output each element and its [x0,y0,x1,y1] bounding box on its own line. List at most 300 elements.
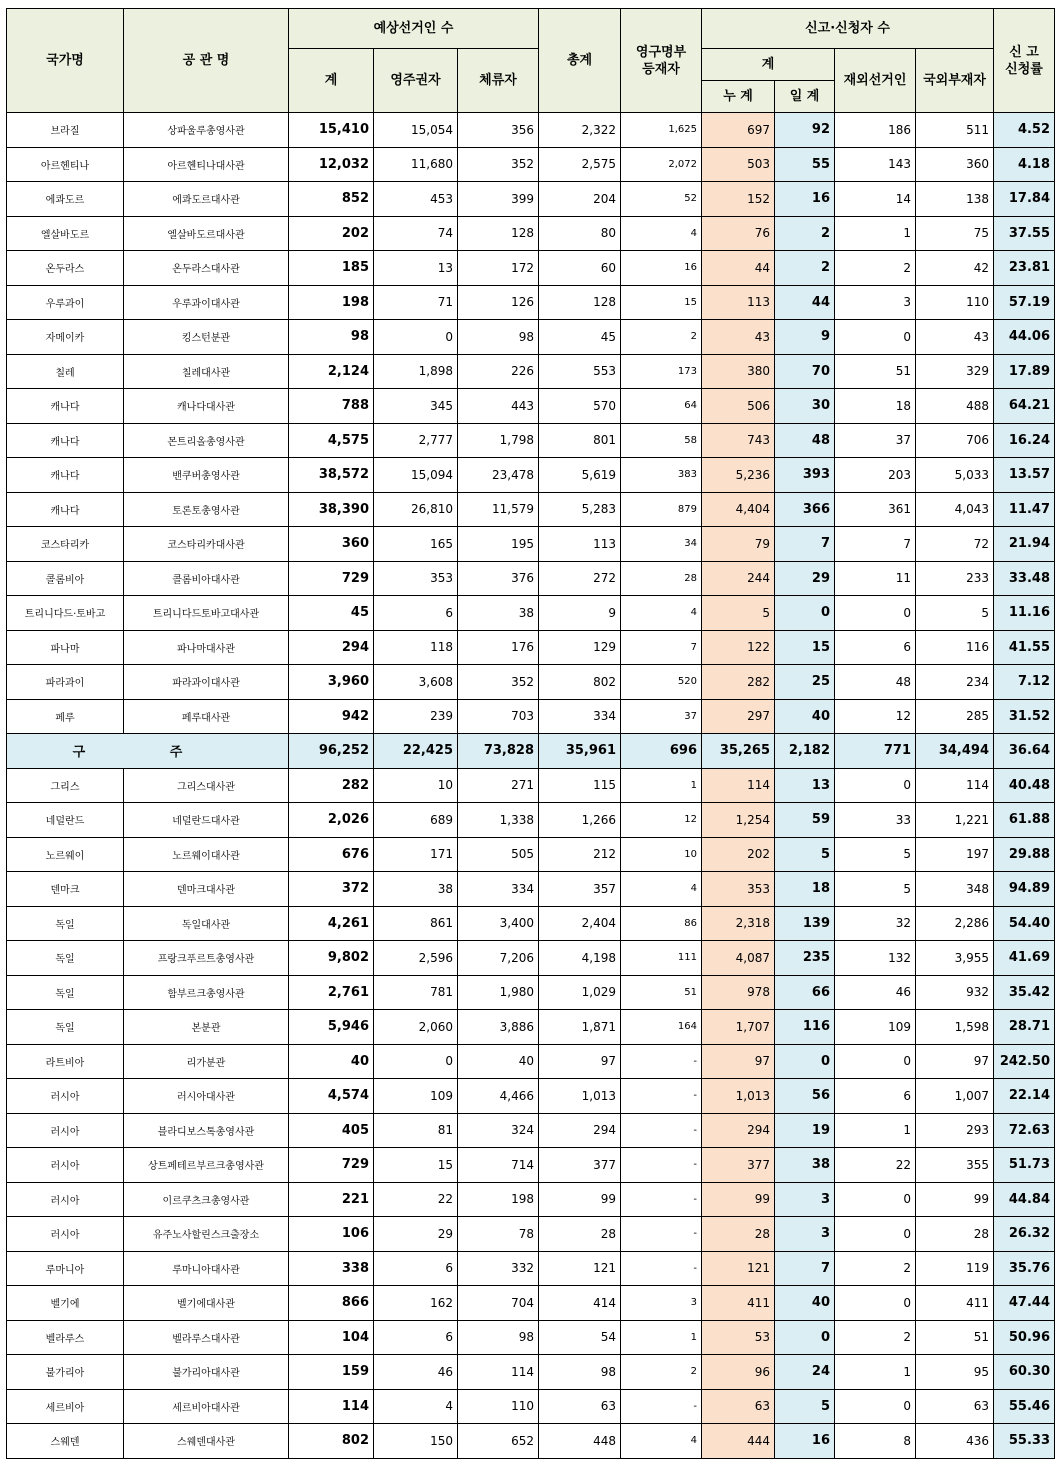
cell-abroad-voter: 51 [835,354,916,389]
cell-expected-perm: 239 [374,699,458,734]
cell-perm-registry: 15 [621,285,702,320]
cell-mission: 코스타리카대사관 [124,527,289,562]
cell-cumulative: 1,254 [702,803,775,838]
cell-daily: 19 [775,1113,835,1148]
cell-cumulative: 79 [702,527,775,562]
cell-absentee: 436 [916,1424,994,1459]
cell-expected-total: 96,252 [289,734,374,769]
cell-abroad-voter: 18 [835,389,916,424]
cell-expected-perm: 1,898 [374,354,458,389]
cell-absentee: 72 [916,527,994,562]
cell-daily: 59 [775,803,835,838]
cell-abroad-voter: 2 [835,1320,916,1355]
cell-abroad-voter: 22 [835,1148,916,1183]
cell-perm-registry: - [621,1217,702,1252]
cell-expected-stay: 176 [458,630,539,665]
cell-country: 그리스 [7,768,124,803]
cell-cumulative: 122 [702,630,775,665]
cell-abroad-voter: 37 [835,423,916,458]
cell-daily: 366 [775,492,835,527]
cell-perm-registry: 12 [621,803,702,838]
cell-country: 독일 [7,975,124,1010]
cell-country: 트리니다드·토바고 [7,596,124,631]
cell-cumulative: 43 [702,320,775,355]
cell-expected-perm: 71 [374,285,458,320]
cell-mission: 유주노사할린스크출장소 [124,1217,289,1252]
header-country: 국가명 [7,9,124,113]
cell-abroad-voter: 143 [835,147,916,182]
cell-cumulative: 294 [702,1113,775,1148]
cell-rate: 242.50 [994,1044,1055,1079]
cell-absentee: 99 [916,1182,994,1217]
cell-absentee: 511 [916,113,994,148]
cell-perm-registry: 4 [621,1424,702,1459]
cell-perm-registry: 1,625 [621,113,702,148]
table-row [7,768,1055,803]
cell-perm-registry: 52 [621,182,702,217]
cell-total: 129 [539,630,621,665]
cell-cumulative: 202 [702,837,775,872]
cell-expected-stay: 3,400 [458,906,539,941]
cell-rate: 60.30 [994,1355,1055,1390]
cell-perm-registry: - [621,1389,702,1424]
cell-mission: 상파울루총영사관 [124,113,289,148]
cell-expected-stay: 4,466 [458,1079,539,1114]
cell-abroad-voter: 109 [835,1010,916,1045]
cell-perm-registry: - [621,1113,702,1148]
cell-cumulative: 4,087 [702,941,775,976]
cell-expected-perm: 0 [374,320,458,355]
cell-mission: 엘살바도르대사관 [124,216,289,251]
cell-rate: 29.88 [994,837,1055,872]
cell-total: 1,029 [539,975,621,1010]
cell-expected-stay: 271 [458,768,539,803]
cell-mission: 벨기에대사관 [124,1286,289,1321]
cell-expected-total: 802 [289,1424,374,1459]
cell-country: 스웨덴 [7,1424,124,1459]
cell-perm-registry: - [621,1044,702,1079]
cell-perm-registry: 7 [621,630,702,665]
cell-rate: 94.89 [994,872,1055,907]
cell-total: 97 [539,1044,621,1079]
cell-daily: 7 [775,1251,835,1286]
cell-rate: 4.52 [994,113,1055,148]
cell-expected-total: 405 [289,1113,374,1148]
header-expected-voters: 예상선거인 수 [289,9,539,49]
table-row [7,665,1055,700]
cell-country: 칠레 [7,354,124,389]
cell-daily: 30 [775,389,835,424]
table-row [7,630,1055,665]
cell-rate: 72.63 [994,1113,1055,1148]
cell-mission: 밴쿠버총영사관 [124,458,289,493]
cell-country: 아르헨티나 [7,147,124,182]
header-rate: 신 고 신청률 [994,9,1055,113]
cell-total: 5,283 [539,492,621,527]
cell-absentee: 63 [916,1389,994,1424]
cell-total: 2,322 [539,113,621,148]
cell-total: 99 [539,1182,621,1217]
cell-cumulative: 1,707 [702,1010,775,1045]
cell-cumulative: 4,404 [702,492,775,527]
cell-total: 294 [539,1113,621,1148]
cell-cumulative: 978 [702,975,775,1010]
cell-mission: 에콰도르대사관 [124,182,289,217]
cell-perm-registry: - [621,1079,702,1114]
table-row [7,1182,1055,1217]
cell-daily: 9 [775,320,835,355]
cell-expected-stay: 352 [458,147,539,182]
table-row [7,1079,1055,1114]
table-row [7,1148,1055,1183]
cell-cumulative: 35,265 [702,734,775,769]
cell-perm-registry: 4 [621,216,702,251]
cell-absentee: 4,043 [916,492,994,527]
cell-daily: 15 [775,630,835,665]
cell-country: 온두라스 [7,251,124,286]
cell-cumulative: 97 [702,1044,775,1079]
cell-perm-registry: 10 [621,837,702,872]
cell-perm-registry: 86 [621,906,702,941]
cell-expected-stay: 226 [458,354,539,389]
header-expected-stay: 체류자 [458,49,539,113]
table-row [7,182,1055,217]
header-expected-perm: 영주권자 [374,49,458,113]
cell-rate: 51.73 [994,1148,1055,1183]
cell-country: 독일 [7,1010,124,1045]
cell-total: 570 [539,389,621,424]
cell-total: 1,266 [539,803,621,838]
cell-total: 98 [539,1355,621,1390]
header-expected-total: 계 [289,49,374,113]
cell-expected-total: 2,124 [289,354,374,389]
cell-country: 러시아 [7,1113,124,1148]
cell-abroad-voter: 46 [835,975,916,1010]
cell-country: 루마니아 [7,1251,124,1286]
cell-abroad-voter: 11 [835,561,916,596]
cell-expected-total: 294 [289,630,374,665]
cell-abroad-voter: 33 [835,803,916,838]
cell-absentee: 197 [916,837,994,872]
cell-mission: 상트페테르부르크총영사관 [124,1148,289,1183]
cell-rate: 33.48 [994,561,1055,596]
cell-expected-total: 45 [289,596,374,631]
cell-absentee: 5 [916,596,994,631]
table-row [7,1113,1055,1148]
header-reported-subtotal: 계 [702,49,835,81]
cell-mission: 트리니다드토바고대사관 [124,596,289,631]
cell-rate: 35.76 [994,1251,1055,1286]
cell-expected-total: 159 [289,1355,374,1390]
cell-expected-total: 360 [289,527,374,562]
cell-total: 115 [539,768,621,803]
cell-expected-perm: 2,596 [374,941,458,976]
cell-perm-registry: 2 [621,1355,702,1390]
cell-expected-total: 852 [289,182,374,217]
cell-rate: 16.24 [994,423,1055,458]
table-row [7,1010,1055,1045]
cell-perm-registry: - [621,1251,702,1286]
cell-expected-stay: 78 [458,1217,539,1252]
cell-perm-registry: 696 [621,734,702,769]
cell-perm-registry: - [621,1182,702,1217]
cell-expected-total: 729 [289,561,374,596]
header-mission: 공 관 명 [124,9,289,113]
cell-absentee: 488 [916,389,994,424]
cell-country: 캐나다 [7,389,124,424]
cell-daily: 40 [775,699,835,734]
cell-expected-stay: 198 [458,1182,539,1217]
cell-total: 63 [539,1389,621,1424]
cell-perm-registry: 16 [621,251,702,286]
cell-daily: 48 [775,423,835,458]
table-row [7,699,1055,734]
cell-daily: 24 [775,1355,835,1390]
cell-cumulative: 297 [702,699,775,734]
cell-expected-total: 221 [289,1182,374,1217]
cell-expected-total: 38,572 [289,458,374,493]
cell-cumulative: 113 [702,285,775,320]
cell-mission: 콜롬비아대사관 [124,561,289,596]
subtotal-row [7,734,1055,769]
cell-cumulative: 1,013 [702,1079,775,1114]
cell-expected-perm: 46 [374,1355,458,1390]
cell-cumulative: 114 [702,768,775,803]
cell-absentee: 75 [916,216,994,251]
cell-perm-registry: 2 [621,320,702,355]
table-header [7,9,1055,113]
header-daily: 일 계 [775,81,835,113]
cell-total: 5,619 [539,458,621,493]
cell-rate: 13.57 [994,458,1055,493]
table-row [7,837,1055,872]
cell-expected-total: 866 [289,1286,374,1321]
cell-absentee: 114 [916,768,994,803]
cell-daily: 44 [775,285,835,320]
cell-country: 우루과이 [7,285,124,320]
cell-mission: 불가리아대사관 [124,1355,289,1390]
cell-absentee: 51 [916,1320,994,1355]
cell-cumulative: 5,236 [702,458,775,493]
cell-abroad-voter: 1 [835,216,916,251]
cell-mission: 본분관 [124,1010,289,1045]
cell-absentee: 360 [916,147,994,182]
cell-cumulative: 411 [702,1286,775,1321]
cell-abroad-voter: 5 [835,872,916,907]
cell-expected-perm: 29 [374,1217,458,1252]
cell-country: 세르비아 [7,1389,124,1424]
cell-perm-registry: 4 [621,596,702,631]
cell-daily: 3 [775,1217,835,1252]
cell-perm-registry: 37 [621,699,702,734]
cell-cumulative: 380 [702,354,775,389]
cell-expected-perm: 22,425 [374,734,458,769]
cell-daily: 92 [775,113,835,148]
header-reported: 신고·신청자 수 [702,9,994,49]
cell-perm-registry: 4 [621,872,702,907]
cell-expected-total: 4,261 [289,906,374,941]
table-row [7,285,1055,320]
cell-rate: 57.19 [994,285,1055,320]
cell-country: 불가리아 [7,1355,124,1390]
cell-abroad-voter: 0 [835,1044,916,1079]
cell-perm-registry: 64 [621,389,702,424]
cell-rate: 4.18 [994,147,1055,182]
cell-total: 60 [539,251,621,286]
cell-expected-stay: 172 [458,251,539,286]
table-row [7,1355,1055,1390]
cell-daily: 2 [775,251,835,286]
cell-total: 334 [539,699,621,734]
cell-abroad-voter: 5 [835,837,916,872]
cell-rate: 7.12 [994,665,1055,700]
cell-expected-stay: 714 [458,1148,539,1183]
cell-mission: 러시아대사관 [124,1079,289,1114]
cell-perm-registry: 1 [621,1320,702,1355]
table-row [7,1044,1055,1079]
cell-perm-registry: 34 [621,527,702,562]
table-row [7,1286,1055,1321]
cell-expected-stay: 126 [458,285,539,320]
table-row [7,320,1055,355]
cell-expected-perm: 165 [374,527,458,562]
cell-perm-registry: 3 [621,1286,702,1321]
cell-rate: 64.21 [994,389,1055,424]
cell-expected-total: 15,410 [289,113,374,148]
cell-country: 엘살바도르 [7,216,124,251]
cell-expected-stay: 11,579 [458,492,539,527]
cell-expected-total: 5,946 [289,1010,374,1045]
cell-total: 1,871 [539,1010,621,1045]
cell-expected-perm: 2,777 [374,423,458,458]
cell-total: 128 [539,285,621,320]
cell-cumulative: 99 [702,1182,775,1217]
cell-mission: 벨라루스대사관 [124,1320,289,1355]
cell-absentee: 5,033 [916,458,994,493]
cell-absentee: 1,007 [916,1079,994,1114]
cell-total: 28 [539,1217,621,1252]
cell-absentee: 411 [916,1286,994,1321]
cell-mission: 세르비아대사관 [124,1389,289,1424]
cell-daily: 16 [775,182,835,217]
cell-expected-perm: 861 [374,906,458,941]
cell-cumulative: 5 [702,596,775,631]
table-row [7,354,1055,389]
cell-mission: 토론토총영사관 [124,492,289,527]
table-row [7,1251,1055,1286]
cell-daily: 70 [775,354,835,389]
cell-absentee: 3,955 [916,941,994,976]
cell-expected-stay: 1,798 [458,423,539,458]
cell-country: 러시아 [7,1217,124,1252]
cell-cumulative: 2,318 [702,906,775,941]
table-row [7,492,1055,527]
cell-expected-stay: 38 [458,596,539,631]
cell-abroad-voter: 6 [835,1079,916,1114]
cell-cumulative: 353 [702,872,775,907]
cell-absentee: 34,494 [916,734,994,769]
cell-expected-stay: 324 [458,1113,539,1148]
table-row [7,113,1055,148]
cell-expected-perm: 118 [374,630,458,665]
cell-country: 캐나다 [7,492,124,527]
cell-perm-registry: 164 [621,1010,702,1045]
cell-expected-total: 942 [289,699,374,734]
cell-perm-registry: 2,072 [621,147,702,182]
cell-expected-stay: 7,206 [458,941,539,976]
cell-expected-stay: 703 [458,699,539,734]
cell-perm-registry: 520 [621,665,702,700]
cell-daily: 2,182 [775,734,835,769]
cell-abroad-voter: 0 [835,1286,916,1321]
cell-abroad-voter: 48 [835,665,916,700]
cell-total: 448 [539,1424,621,1459]
cell-rate: 28.71 [994,1010,1055,1045]
cell-total: 1,013 [539,1079,621,1114]
cell-expected-total: 4,574 [289,1079,374,1114]
cell-perm-registry: 58 [621,423,702,458]
cell-expected-stay: 40 [458,1044,539,1079]
cell-mission: 킹스턴분관 [124,320,289,355]
cell-daily: 40 [775,1286,835,1321]
cell-country: 파나마 [7,630,124,665]
cell-country: 코스타리카 [7,527,124,562]
cell-cumulative: 121 [702,1251,775,1286]
cell-expected-perm: 0 [374,1044,458,1079]
cell-abroad-voter: 1 [835,1355,916,1390]
cell-total: 121 [539,1251,621,1286]
cell-cumulative: 244 [702,561,775,596]
cell-expected-stay: 1,338 [458,803,539,838]
cell-country: 파라과이 [7,665,124,700]
cell-abroad-voter: 7 [835,527,916,562]
header-perm-registry: 영구명부 등재자 [621,9,702,113]
cell-expected-perm: 781 [374,975,458,1010]
cell-expected-stay: 332 [458,1251,539,1286]
cell-cumulative: 53 [702,1320,775,1355]
cell-expected-stay: 376 [458,561,539,596]
cell-expected-perm: 4 [374,1389,458,1424]
cell-perm-registry: 1 [621,768,702,803]
cell-mission: 독일대사관 [124,906,289,941]
cell-rate: 31.52 [994,699,1055,734]
cell-country: 캐나다 [7,423,124,458]
cell-absentee: 706 [916,423,994,458]
cell-abroad-voter: 0 [835,1389,916,1424]
cell-abroad-voter: 1 [835,1113,916,1148]
cell-total: 80 [539,216,621,251]
cell-expected-stay: 98 [458,320,539,355]
cell-country: 페루 [7,699,124,734]
cell-expected-total: 788 [289,389,374,424]
cell-rate: 55.46 [994,1389,1055,1424]
cell-absentee: 138 [916,182,994,217]
cell-expected-total: 38,390 [289,492,374,527]
cell-cumulative: 152 [702,182,775,217]
cell-absentee: 348 [916,872,994,907]
cell-mission: 우루과이대사관 [124,285,289,320]
cell-expected-perm: 6 [374,1251,458,1286]
cell-total: 801 [539,423,621,458]
cell-daily: 235 [775,941,835,976]
cell-expected-total: 202 [289,216,374,251]
header-total-sum: 총계 [539,9,621,113]
cell-expected-perm: 13 [374,251,458,286]
cell-expected-stay: 399 [458,182,539,217]
cell-daily: 0 [775,1320,835,1355]
cell-daily: 5 [775,837,835,872]
cell-rate: 54.40 [994,906,1055,941]
